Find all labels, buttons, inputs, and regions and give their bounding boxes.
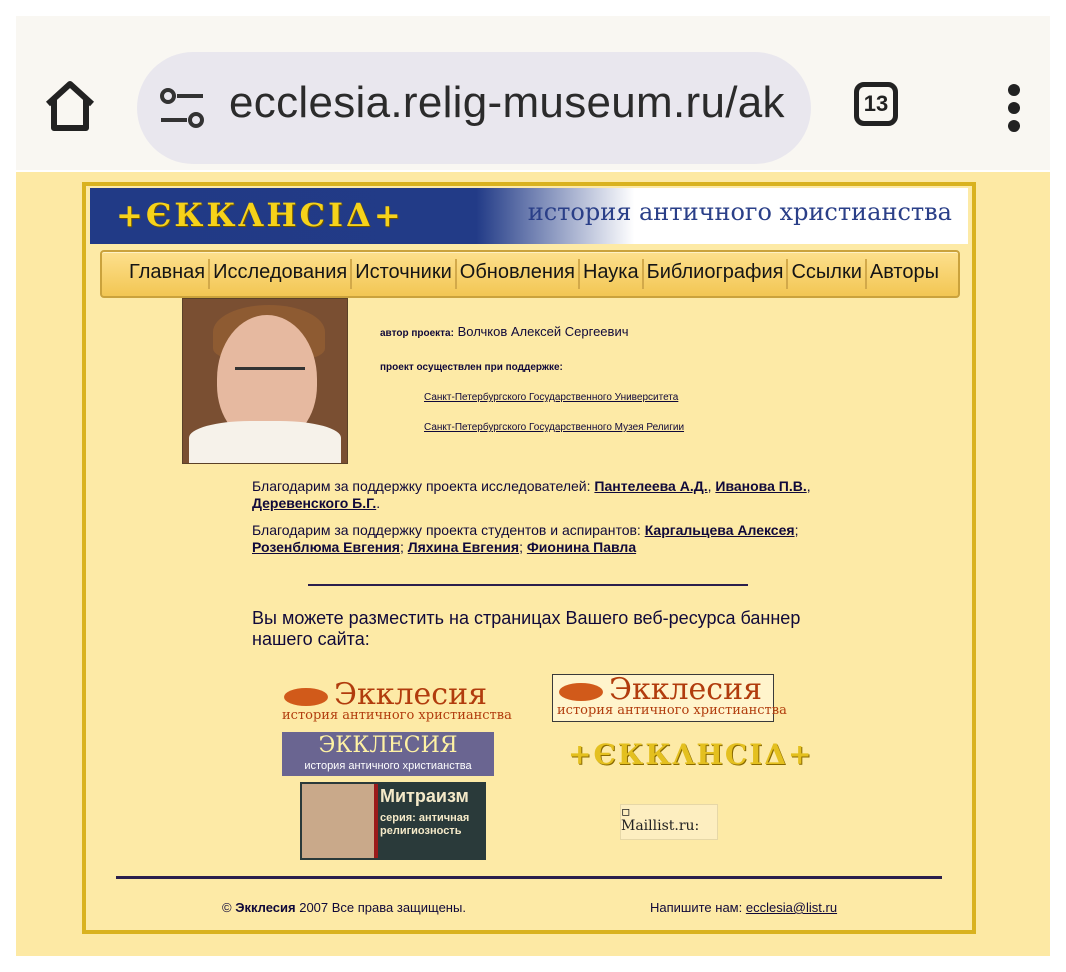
support-label: проект осуществлен при поддержке: bbox=[380, 362, 563, 373]
museum-link[interactable]: Санкт-Петербургского Государственного Музея Религии bbox=[424, 422, 685, 433]
researcher-link[interactable]: Деревенского Б.Г. bbox=[252, 495, 377, 511]
nav-item-home[interactable]: Главная bbox=[129, 261, 206, 283]
nav-separator bbox=[208, 259, 210, 289]
thanks-students: Благодарим за поддержку проекта студентов и аспирантов: Каргальцева Алексея; Розенблюма Евгения; Ляхина Евгения; Фионина Павла bbox=[252, 522, 799, 555]
nav-item-science[interactable]: Наука bbox=[582, 261, 639, 283]
more-menu-icon[interactable] bbox=[1004, 84, 1024, 134]
site-header bbox=[90, 188, 968, 244]
site-settings-icon[interactable] bbox=[159, 88, 205, 128]
thanks-researchers: Благодарим за поддержку проекта исследователей: Пантелеева А.Д., Иванова П.В., Деревенского Б.Г.. bbox=[252, 478, 811, 511]
main-nav bbox=[100, 250, 960, 298]
nav-separator bbox=[578, 259, 580, 289]
nav-item-bibliography[interactable]: Библиография bbox=[646, 261, 784, 283]
maillist-banner[interactable]: ▫ Maillist.ru: bbox=[620, 804, 718, 840]
section-divider bbox=[308, 584, 748, 586]
spbu-link[interactable]: Санкт-Петербургского Государственного Университета bbox=[424, 392, 679, 403]
researcher-link[interactable]: Иванова П.В. bbox=[715, 478, 807, 494]
banner-ekklesia-framed[interactable]: Экклесия история античного христианства bbox=[552, 674, 774, 722]
nav-separator bbox=[455, 259, 457, 289]
banner-ekklesia-caps[interactable]: ЭККЛЕСИЯ история античного христианства bbox=[282, 732, 494, 776]
home-icon[interactable] bbox=[40, 76, 100, 136]
student-link[interactable]: Фионина Павла bbox=[526, 539, 637, 555]
author-name: Волчков Алексей Сергеевич bbox=[457, 324, 629, 339]
address-bar[interactable] bbox=[137, 52, 811, 164]
nav-item-sources[interactable]: Источники bbox=[355, 261, 452, 283]
email-link[interactable]: ecclesia@list.ru bbox=[745, 900, 838, 915]
nav-separator bbox=[642, 259, 644, 289]
banner-intro: Вы можете разместить на страницах Вашего веб-ресурса баннер нашего сайта: bbox=[252, 608, 801, 649]
researcher-link[interactable]: Пантелеева А.Д. bbox=[594, 478, 708, 494]
student-link[interactable]: Розенблюма Евгения bbox=[252, 539, 400, 555]
footer-copyright: © Экклесия 2007 Все права защищены. bbox=[222, 900, 466, 915]
site-logo[interactable]: +ЄККΛΗСΙΔ+ bbox=[116, 196, 404, 234]
nav-item-links[interactable]: Ссылки bbox=[791, 261, 862, 283]
banner-mithraism[interactable]: Митраизм серия: античная религиозность bbox=[300, 782, 486, 860]
nav-separator bbox=[350, 259, 352, 289]
site-subtitle: история античного христианства bbox=[527, 198, 952, 226]
fish-icon bbox=[284, 688, 328, 706]
footer-contact: Напишите нам: ecclesia@list.ru bbox=[650, 900, 838, 915]
nav-item-authors[interactable]: Авторы bbox=[869, 261, 939, 283]
statue-image bbox=[302, 784, 374, 858]
tab-switcher-button[interactable]: 13 bbox=[854, 82, 898, 126]
broken-image-icon: ▫ bbox=[621, 804, 631, 820]
footer-divider bbox=[116, 876, 942, 879]
banner-ekklesia-fish[interactable]: Экклесия история античного христианства bbox=[282, 677, 512, 723]
nav-item-updates[interactable]: Обновления bbox=[459, 261, 575, 283]
banner-logo-small[interactable]: +ЄККΛΗСΙΔ+ bbox=[568, 738, 814, 771]
fish-icon bbox=[559, 683, 603, 701]
nav-separator bbox=[786, 259, 788, 289]
author-line bbox=[380, 324, 628, 339]
content-frame bbox=[82, 182, 976, 934]
nav-item-research[interactable]: Исследования bbox=[213, 261, 348, 283]
nav-separator bbox=[865, 259, 867, 289]
student-link[interactable]: Каргальцева Алексея bbox=[644, 522, 795, 538]
web-page bbox=[16, 172, 1050, 956]
url-text[interactable]: ecclesia.relig-museum.ru/ak bbox=[229, 78, 785, 127]
browser-toolbar bbox=[16, 16, 1050, 170]
author-label: автор проекта: bbox=[380, 328, 454, 339]
author-photo bbox=[182, 298, 348, 464]
student-link[interactable]: Ляхина Евгения bbox=[407, 539, 520, 555]
